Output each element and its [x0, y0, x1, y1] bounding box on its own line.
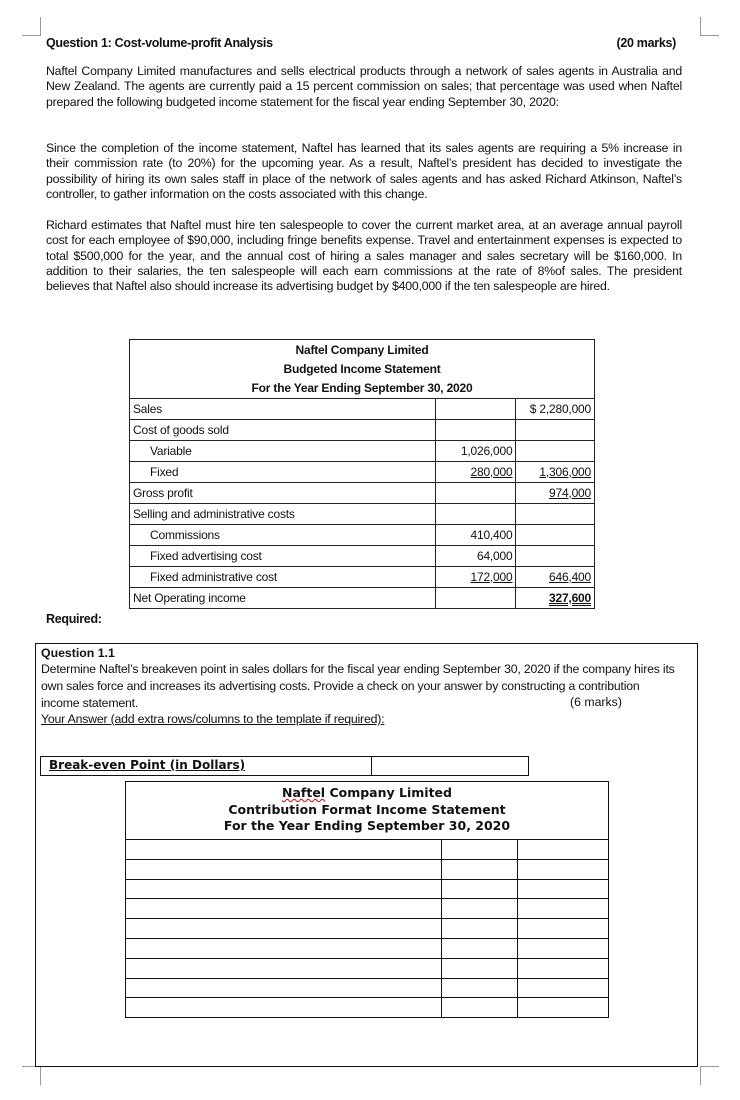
budget-col1 [436, 462, 516, 483]
answer-cell[interactable] [126, 919, 442, 939]
corner-mark-bottom-left [22, 1066, 41, 1085]
budget-col2: $ 2,280,000 [516, 399, 595, 420]
question-1-1-text: Determine Naftel’s breakeven point in sales dollars for the fiscal year ending September 30, 2020 if the company hires its own sales force and increases its advertising costs. Provide a check on your answer by constructing a contribution income statement. [41, 662, 675, 710]
budget-col1 [436, 588, 516, 609]
budget-row [130, 567, 595, 588]
contribution-company-rest: Company Limited [325, 785, 452, 800]
answer-cell[interactable] [126, 938, 442, 958]
answer-cell[interactable] [126, 998, 442, 1018]
budgeted-income-statement-table [129, 339, 595, 609]
answer-row [126, 899, 609, 919]
answer-cell[interactable] [126, 859, 442, 879]
budget-row [130, 504, 595, 525]
budget-label: Fixed [130, 462, 436, 483]
budget-col1: 64,000 [436, 546, 516, 567]
answer-row [126, 958, 609, 978]
budget-col1 [436, 567, 516, 588]
commission-change-paragraph: Since the completion of the income statement, Naftel has learned that its sales agents are requiring a 5% increase in their commission rate (to 20%) for the upcoming year. As a result, Naftel’s president has decided to investigate the possibility of hiring its own sales staff in place of the network of sales agents and has asked Richard Atkinson, Naftel’s controller, to gather information on the costs associated with this change. [46, 141, 682, 201]
answer-cell[interactable] [517, 998, 608, 1018]
budget-label: Sales [130, 399, 436, 420]
contribution-company [126, 785, 608, 802]
budget-col2 [516, 546, 595, 567]
answer-cell[interactable] [442, 978, 517, 998]
budget-label: Gross profit [130, 483, 436, 504]
budget-col2 [516, 567, 595, 588]
answer-cell[interactable] [442, 879, 517, 899]
break-even-point-row [40, 756, 529, 776]
intro-paragraph: Naftel Company Limited manufactures and sells electrical products through a network of sales agents in Australia and New Zealand. The agents are currently paid a 15 percent commission on sales; that percentage was used when Naftel prepared the following budgeted income statement for the fiscal year ending September 30, 2020: [46, 64, 682, 109]
answer-cell[interactable] [126, 840, 442, 860]
budget-label: Fixed administrative cost [130, 567, 436, 588]
budget-header [130, 340, 595, 399]
answer-cell[interactable] [126, 899, 442, 919]
budget-row [130, 525, 595, 546]
answer-row [126, 938, 609, 958]
answer-cell[interactable] [442, 859, 517, 879]
answer-row [126, 919, 609, 939]
contribution-income-statement-table [125, 839, 609, 1018]
answer-cell[interactable] [442, 840, 517, 860]
budget-label: Cost of goods sold [130, 420, 436, 441]
answer-cell[interactable] [442, 899, 517, 919]
budget-col2 [516, 462, 595, 483]
budget-col1 [436, 483, 516, 504]
question-1-1-title: Question 1.1 [41, 646, 115, 660]
question-marks: (20 marks) [616, 36, 676, 50]
budget-col2-value: 974,000 [549, 486, 591, 500]
budget-col2 [516, 441, 595, 462]
answer-row [126, 840, 609, 860]
answer-cell[interactable] [517, 879, 608, 899]
answer-cell[interactable] [517, 899, 608, 919]
budget-col1 [436, 420, 516, 441]
budget-row [130, 588, 595, 609]
answer-row [126, 879, 609, 899]
budget-label: Net Operating income [130, 588, 436, 609]
answer-row [126, 998, 609, 1018]
corner-mark-top-right [700, 17, 719, 36]
budget-row [130, 420, 595, 441]
budget-col2 [516, 504, 595, 525]
budget-row [130, 546, 595, 567]
question-1-1-marks: (6 marks) [570, 695, 622, 709]
budget-period: For the Year Ending September 30, 2020 [251, 381, 473, 395]
budget-label: Variable [130, 441, 436, 462]
budget-row [130, 483, 595, 504]
budget-col1: 1,026,000 [436, 441, 516, 462]
answer-cell[interactable] [442, 919, 517, 939]
spellcheck-flagged-word: Naftel [282, 785, 326, 800]
answer-cell[interactable] [442, 958, 517, 978]
budget-row [130, 399, 595, 420]
budget-col2-value: 1,306,000 [539, 465, 591, 479]
answer-cell[interactable] [442, 938, 517, 958]
answer-cell[interactable] [517, 978, 608, 998]
budget-label: Fixed advertising cost [130, 546, 436, 567]
answer-cell[interactable] [442, 998, 517, 1018]
budget-col1 [436, 504, 516, 525]
budget-col1-value: 172,000 [470, 570, 513, 584]
answer-cell[interactable] [517, 859, 608, 879]
contribution-statement-name: Contribution Format Income Statement [228, 801, 506, 817]
budget-col1: 410,400 [436, 525, 516, 546]
answer-row [126, 859, 609, 879]
answer-cell[interactable] [126, 978, 442, 998]
budget-row [130, 462, 595, 483]
required-label: Required: [46, 612, 102, 626]
budget-statement-name: Budgeted Income Statement [283, 362, 441, 376]
budget-col1 [436, 399, 516, 420]
budget-col2 [516, 588, 595, 609]
answer-cell[interactable] [126, 958, 442, 978]
answer-cell[interactable] [517, 919, 608, 939]
question-title [46, 36, 676, 50]
budget-company: Naftel Company Limited [295, 343, 429, 357]
contribution-statement-header [125, 781, 609, 839]
question-title-text: Question 1: Cost-volume-profit Analysis [46, 36, 273, 50]
budget-label: Selling and administrative costs [130, 504, 436, 525]
break-even-divider [371, 757, 372, 775]
your-answer-instruction: Your Answer (add extra rows/columns to the template if required): [41, 712, 385, 726]
budget-row [130, 441, 595, 462]
budget-col1-value: 280,000 [470, 465, 513, 479]
break-even-point-label: Break-even Point (in Dollars) [49, 758, 246, 772]
budget-col2 [516, 525, 595, 546]
budget-col2 [516, 483, 595, 504]
break-even-point-answer-cell[interactable] [373, 757, 527, 775]
answer-row [126, 978, 609, 998]
answer-cell[interactable] [517, 840, 608, 860]
answer-cell[interactable] [517, 958, 608, 978]
budget-label: Commissions [130, 525, 436, 546]
answer-cell[interactable] [517, 938, 608, 958]
sales-staff-estimate-paragraph: Richard estimates that Naftel must hire ten salespeople to cover the current market area, at an average annual payroll cost for each employee of $90,000, including fringe benefits expense. Travel and entertainment expenses is expected to total $500,000 for the year, and the annual cost of hiring a sales manager and sales secretary will be $160,000. In addition to their salaries, the ten salespeople will each earn commissions at the rate of 8%of sales. The president believes that Naftel also should increase its advertising budget by $400,000 if the ten salespeople are hired. [46, 218, 682, 294]
answer-cell[interactable] [126, 879, 442, 899]
budget-col2 [516, 420, 595, 441]
budget-col2-value: 327,600 [549, 591, 591, 605]
contribution-period: For the Year Ending September 30, 2020 [223, 818, 511, 833]
corner-mark-bottom-right [700, 1066, 719, 1085]
corner-mark-top-left [22, 17, 41, 36]
budget-col2-value: 646,400 [549, 570, 591, 584]
